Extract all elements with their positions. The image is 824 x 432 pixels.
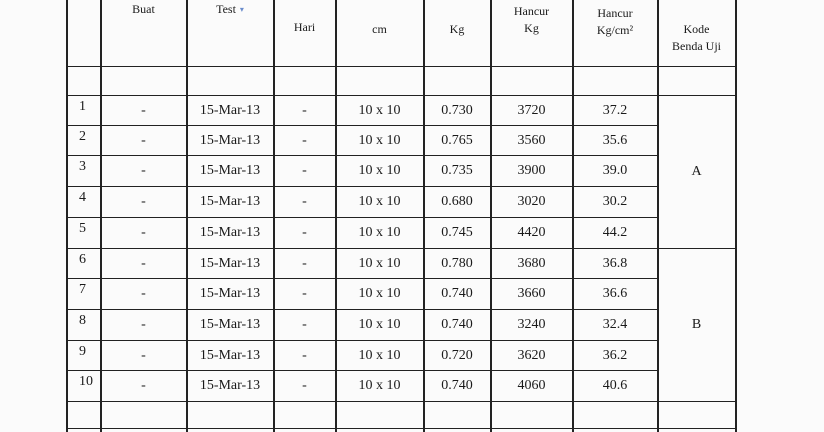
header-kode-benda-uji: [658, 18, 735, 58]
cell-hancur-kg: 4060: [517, 377, 546, 393]
cell-buat: -: [141, 347, 146, 363]
cell-kg: 0.740: [441, 316, 473, 332]
cell-cm: 10 x 10: [358, 162, 401, 178]
cell-buat: -: [141, 193, 146, 209]
group-label-a: [658, 96, 735, 248]
cell-hari: -: [302, 347, 307, 363]
cell-kg: 0.680: [441, 193, 473, 209]
table-border-bottom: [66, 428, 736, 429]
header-hancur-kg-line2: Kg: [524, 21, 539, 35]
cell-kg: 0.740: [441, 285, 473, 301]
cell-hancur-kg: 3660: [517, 285, 546, 301]
cell-kg: 0.730: [441, 102, 473, 118]
header-hancur-kgcm2-line1: Hancur: [597, 6, 633, 20]
cell-hancur-kgcm2: 36.2: [602, 347, 628, 363]
group-a-text: A: [691, 164, 702, 179]
cell-hari: -: [302, 377, 307, 393]
table-border-right: [735, 0, 737, 432]
header-kg-label: Kg: [449, 21, 465, 36]
cell-no: 9: [79, 343, 86, 359]
cell-no: 6: [79, 251, 86, 267]
cell-test: 15-Mar-13: [199, 255, 261, 271]
cell-cm: 10 x 10: [358, 193, 401, 209]
cell-kg: 0.780: [441, 255, 473, 271]
cell-hancur-kgcm2: 35.6: [602, 132, 628, 148]
cell-no: 5: [79, 220, 86, 236]
header-cm: [336, 18, 423, 40]
cell-cm: 10 x 10: [358, 255, 401, 271]
cell-no: 10: [79, 373, 93, 389]
cell-hancur-kgcm2: 32.4: [602, 316, 628, 332]
cell-test: 15-Mar-13: [199, 224, 261, 240]
row-rule: [66, 401, 736, 402]
header-hancur-kgcm2-line2: Kg/cm²: [596, 23, 634, 37]
cell-cm: 10 x 10: [358, 347, 401, 363]
cell-hancur-kg: 4420: [517, 224, 546, 240]
cell-hancur-kgcm2: 44.2: [602, 224, 628, 240]
header-hari-label: Hari: [293, 19, 316, 34]
cell-hari: -: [302, 224, 307, 240]
cell-hancur-kgcm2: 37.2: [602, 102, 628, 118]
cell-cm: 10 x 10: [358, 224, 401, 240]
cell-hari: -: [302, 102, 307, 118]
cell-buat: -: [141, 377, 146, 393]
cell-hancur-kg: 3720: [517, 102, 546, 118]
cell-buat: -: [141, 316, 146, 332]
cell-no: 7: [79, 281, 86, 297]
cell-hancur-kgcm2: 40.6: [602, 377, 628, 393]
cell-cm: 10 x 10: [358, 377, 401, 393]
cell-kg: 0.720: [441, 347, 473, 363]
header-rule: [66, 66, 736, 67]
cell-hancur-kg: 3900: [517, 162, 546, 178]
cell-hancur-kg: 3020: [517, 193, 546, 209]
cell-hancur-kg: 3240: [517, 316, 546, 332]
cell-cm: 10 x 10: [358, 132, 401, 148]
group-b-text: B: [691, 317, 702, 332]
cell-buat: -: [141, 132, 146, 148]
cell-hancur-kg: 3680: [517, 255, 546, 271]
header-buat-label: Buat: [132, 1, 155, 16]
cell-test: 15-Mar-13: [199, 193, 261, 209]
dropdown-arrow-icon[interactable]: ▾: [239, 4, 244, 14]
cell-test: 15-Mar-13: [199, 132, 261, 148]
cell-buat: -: [141, 224, 146, 240]
header-kg: [424, 18, 490, 40]
cell-hancur-kgcm2: 36.6: [602, 285, 628, 301]
header-buat: [101, 0, 186, 18]
cell-hancur-kg: 3620: [517, 347, 546, 363]
cell-kg: 0.745: [441, 224, 473, 240]
header-hancur-kg-line1: Hancur: [513, 4, 550, 18]
cell-kg: 0.735: [441, 162, 473, 178]
cell-kg: 0.740: [441, 377, 473, 393]
cell-test: 15-Mar-13: [199, 285, 261, 301]
cell-cm: 10 x 10: [358, 316, 401, 332]
cell-cm: 10 x 10: [358, 285, 401, 301]
cell-test: 15-Mar-13: [199, 316, 261, 332]
cell-test: 15-Mar-13: [199, 377, 261, 393]
cell-hari: -: [302, 162, 307, 178]
cell-test: 15-Mar-13: [199, 347, 261, 363]
cell-no: 4: [79, 189, 86, 205]
header-hancur-kg: [491, 2, 572, 38]
group-label-b: [658, 249, 735, 401]
cell-hancur-kgcm2: 39.0: [602, 162, 628, 178]
cell-hancur-kg: 3560: [517, 132, 546, 148]
header-hancur-kgcm2: [573, 4, 657, 40]
cell-kg: 0.765: [441, 132, 473, 148]
cell-hari: -: [302, 255, 307, 271]
cell-cm: 10 x 10: [358, 102, 401, 118]
cell-buat: -: [141, 162, 146, 178]
header-cm-label: cm: [372, 21, 387, 36]
cell-no: 8: [79, 312, 86, 328]
header-kode-line1: Kode: [683, 22, 710, 36]
cell-no: 1: [79, 98, 86, 114]
cell-hari: -: [302, 316, 307, 332]
header-kode-line2: Benda Uji: [672, 39, 721, 53]
header-hari: [274, 16, 335, 38]
cell-hancur-kgcm2: 30.2: [602, 193, 628, 209]
cell-buat: -: [141, 285, 146, 301]
cell-test: 15-Mar-13: [199, 162, 261, 178]
header-test-label: Test: [216, 1, 236, 16]
cell-hari: -: [302, 132, 307, 148]
cell-hari: -: [302, 193, 307, 209]
cell-hancur-kgcm2: 36.8: [602, 255, 628, 271]
cell-test: 15-Mar-13: [199, 102, 261, 118]
cell-buat: -: [141, 255, 146, 271]
cell-buat: -: [141, 102, 146, 118]
header-test: [187, 0, 273, 18]
cell-hari: -: [302, 285, 307, 301]
cell-no: 2: [79, 128, 86, 144]
cell-no: 3: [79, 158, 86, 174]
